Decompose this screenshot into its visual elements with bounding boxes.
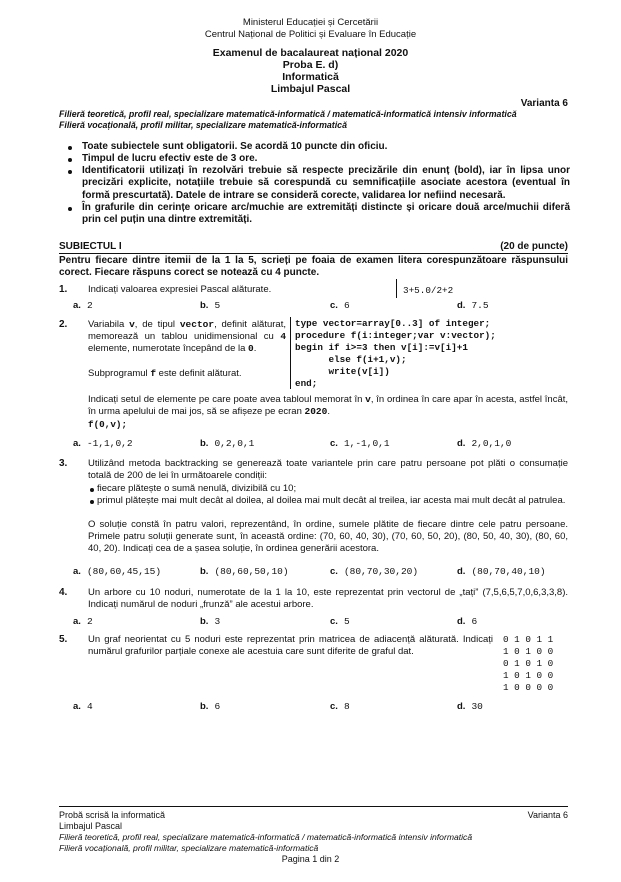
bullet-icon: [90, 500, 94, 504]
adjacency-matrix: [503, 634, 553, 694]
ministry-name: Ministerul Educației și Cercetării: [242, 17, 379, 28]
footer-variant: Varianta 6: [527, 810, 568, 820]
code-line: end;: [295, 378, 318, 389]
q5-option-a[interactable]: a. 4: [73, 701, 93, 712]
rule-item: În grafurile din cerințe oricare arc/muchie are extremități distincte și oricare două arce/muchii diferă prin cel puțin una dintre extremități.: [82, 202, 570, 226]
footer-filiera-2: Filieră vocațională, profil militar, specializare matematică-informatică: [59, 843, 319, 853]
filiera-line-2: Filieră vocațională, profil militar, specializare matematică-informatică: [59, 120, 347, 130]
rule-item: Identificatorii utilizați în rezolvări trebuie să respecte precizările din enunț (bold), iar în lipsa unor precizări explicite, notațiile trebuie să corespundă cu semnificațiile asociate acestora (eventual în formă prescurtată). Datele de intrare se consideră corecte, validarea lor nefiind necesară.: [82, 165, 570, 201]
bullet-icon: [90, 488, 94, 492]
code-line: else f(i+1,v);: [295, 354, 407, 365]
matrix-row: 1 0 1 0 0: [503, 670, 554, 681]
bullet-icon: [68, 207, 72, 211]
q5-option-d[interactable]: d. 30: [457, 701, 483, 712]
q5-text: Un graf neorientat cu 5 noduri este reprezentat prin matricea de adiacență alăturată. Indicați numărul grafurilor parțiale conexe ale acestuia care sunt diferite de graful dat.: [88, 634, 493, 657]
code-line: write(v[i]): [295, 366, 390, 377]
exam-proba: Proba E. d): [282, 59, 339, 71]
q1-number: 1.: [59, 284, 68, 295]
q4-number: 4.: [59, 587, 68, 598]
q3-option-b[interactable]: b. (80,60,50,10): [200, 566, 289, 577]
q3-option-c[interactable]: c. (80,70,30,20): [330, 566, 419, 577]
subject-title: SUBIECTUL I: [59, 241, 122, 252]
q2-call: f(0,v);: [88, 419, 128, 430]
exam-subject: Informatică: [282, 71, 339, 83]
q1-option-a[interactable]: a. 2: [73, 300, 93, 311]
matrix-row: 0 1 0 1 1: [503, 634, 554, 645]
footer-divider: [59, 806, 568, 807]
q2-code-block: [295, 318, 496, 390]
q3-option-a[interactable]: a. (80,60,45,15): [73, 566, 162, 577]
q1-expr-border: [396, 279, 397, 298]
q2-description: Variabila v, de tipul vector, definit alăturat, memorează un tablou unidimensional cu 4 elemente, numerotate începând de la 0.: [88, 319, 287, 354]
matrix-row: 0 1 0 1 0: [503, 658, 554, 669]
matrix-row: 1 0 0 0 0: [503, 682, 554, 693]
exam-title: Examenul de bacalaureat național 2020: [212, 47, 409, 59]
bullet-icon: [68, 158, 72, 162]
q5-option-c[interactable]: c. 8: [330, 701, 350, 712]
rule-item: Timpul de lucru efectiv este de 3 ore.: [82, 153, 258, 164]
q3-details: O soluție constă în patru valori, reprezentând, în ordine, sumele plătite de fiecare dintre cele patru persoane. Primele patru soluții generate sunt, în această ordine: (70, 60, 40, 30), (70, 60, 50, 20), (80, 50, 40, 30), (80, 60, 40, 20). Indicați cea de a șasea soluție, în ordinea generării acestora.: [88, 519, 568, 554]
q2-number: 2.: [59, 319, 68, 330]
q3-condition-2: primul plătește mai mult decât al doilea, al doilea mai mult decât al treilea, iar acesta mai mult decât al patrulea.: [97, 495, 566, 506]
q5-option-b[interactable]: b. 6: [200, 701, 221, 712]
q3-option-d[interactable]: d. (80,70,40,10): [457, 566, 546, 577]
q4-text: Un arbore cu 10 noduri, numerotate de la 1 la 10, este reprezentat prin vectorul de „tați” (7,5,6,5,7,0,6,3,3,8). Indicați numărul de noduri „frunză” ale acestui arbore.: [88, 587, 568, 610]
q4-option-c[interactable]: c. 5: [330, 616, 350, 627]
code-line: procedure f(i:integer;var v:vector);: [295, 330, 496, 341]
q2-option-c[interactable]: c. 1,-1,0,1: [330, 438, 390, 449]
q4-option-d[interactable]: d. 6: [457, 616, 478, 627]
code-line: begin if i>=3 then v[i]:=v[i]+1: [295, 342, 468, 353]
filiera-line-1: Filieră teoretică, profil real, specializare matematică-informatică / matematică-informatică intensiv informatică: [59, 109, 517, 119]
q2-option-b[interactable]: b. 0,2,0,1: [200, 438, 255, 449]
bullet-icon: [68, 146, 72, 150]
footer-filiera-1: Filieră teoretică, profil real, specializare matematică-informatică / matematică-informatică intensiv informatică: [59, 832, 473, 842]
rule-item: Toate subiectele sunt obligatorii. Se acordă 10 puncte din oficiu.: [82, 141, 388, 152]
q1-text: Indicați valoarea expresiei Pascal alăturate.: [88, 284, 272, 295]
q5-number: 5.: [59, 634, 68, 645]
matrix-row: 1 0 1 0 0: [503, 646, 554, 657]
q4-option-b[interactable]: b. 3: [200, 616, 221, 627]
subject-underline: [59, 253, 568, 254]
code-line: type vector=array[0..3] of integer;: [295, 318, 491, 329]
subject-points: (20 de puncte): [500, 241, 568, 252]
center-name: Centrul Național de Politici și Evaluare în Educație: [204, 29, 417, 40]
q2-option-d[interactable]: d. 2,0,1,0: [457, 438, 512, 449]
bullet-icon: [68, 170, 72, 174]
q1-option-d[interactable]: d. 7.5: [457, 300, 489, 311]
q3-condition-1: fiecare plătește o sumă nenulă, divizibilă cu 10;: [97, 483, 297, 494]
q2-subprogram-note: Subprogramul f este definit alăturat.: [88, 368, 242, 379]
q3-intro: Utilizând metoda backtracking se generează toate variantele prin care patru persoane pot plăti o consumație totală de 200 de lei în următoarele condiții:: [88, 458, 568, 481]
footer-exam: Probă scrisă la informatică: [59, 810, 166, 820]
q1-option-c[interactable]: c. 6: [330, 300, 350, 311]
q3-number: 3.: [59, 458, 68, 469]
q2-option-a[interactable]: a. -1,1,0,2: [73, 438, 133, 449]
q4-option-a[interactable]: a. 2: [73, 616, 93, 627]
q2-code-border: [290, 317, 291, 389]
page-number: Pagina 1 din 2: [281, 854, 340, 864]
q2-question: Indicați setul de elemente pe care poate avea tabloul memorat în v, în ordinea în care apar în acesta, astfel încât, în urma apelului de mai jos, să se afișeze pe ecran 2020.: [88, 394, 569, 417]
subject-intro: Pentru fiecare dintre itemii de la 1 la 5, scrieți pe foaia de examen litera corespunzătoare răspunsului corect. Fiecare răspuns corect se notează cu 4 puncte.: [59, 255, 568, 279]
variant-label: Varianta 6: [520, 98, 568, 109]
q1-option-b[interactable]: b. 5: [200, 300, 221, 311]
exam-language: Limbajul Pascal: [270, 83, 351, 95]
q1-expression: 3+5.0/2+2: [403, 285, 454, 296]
footer-language: Limbajul Pascal: [59, 821, 123, 831]
